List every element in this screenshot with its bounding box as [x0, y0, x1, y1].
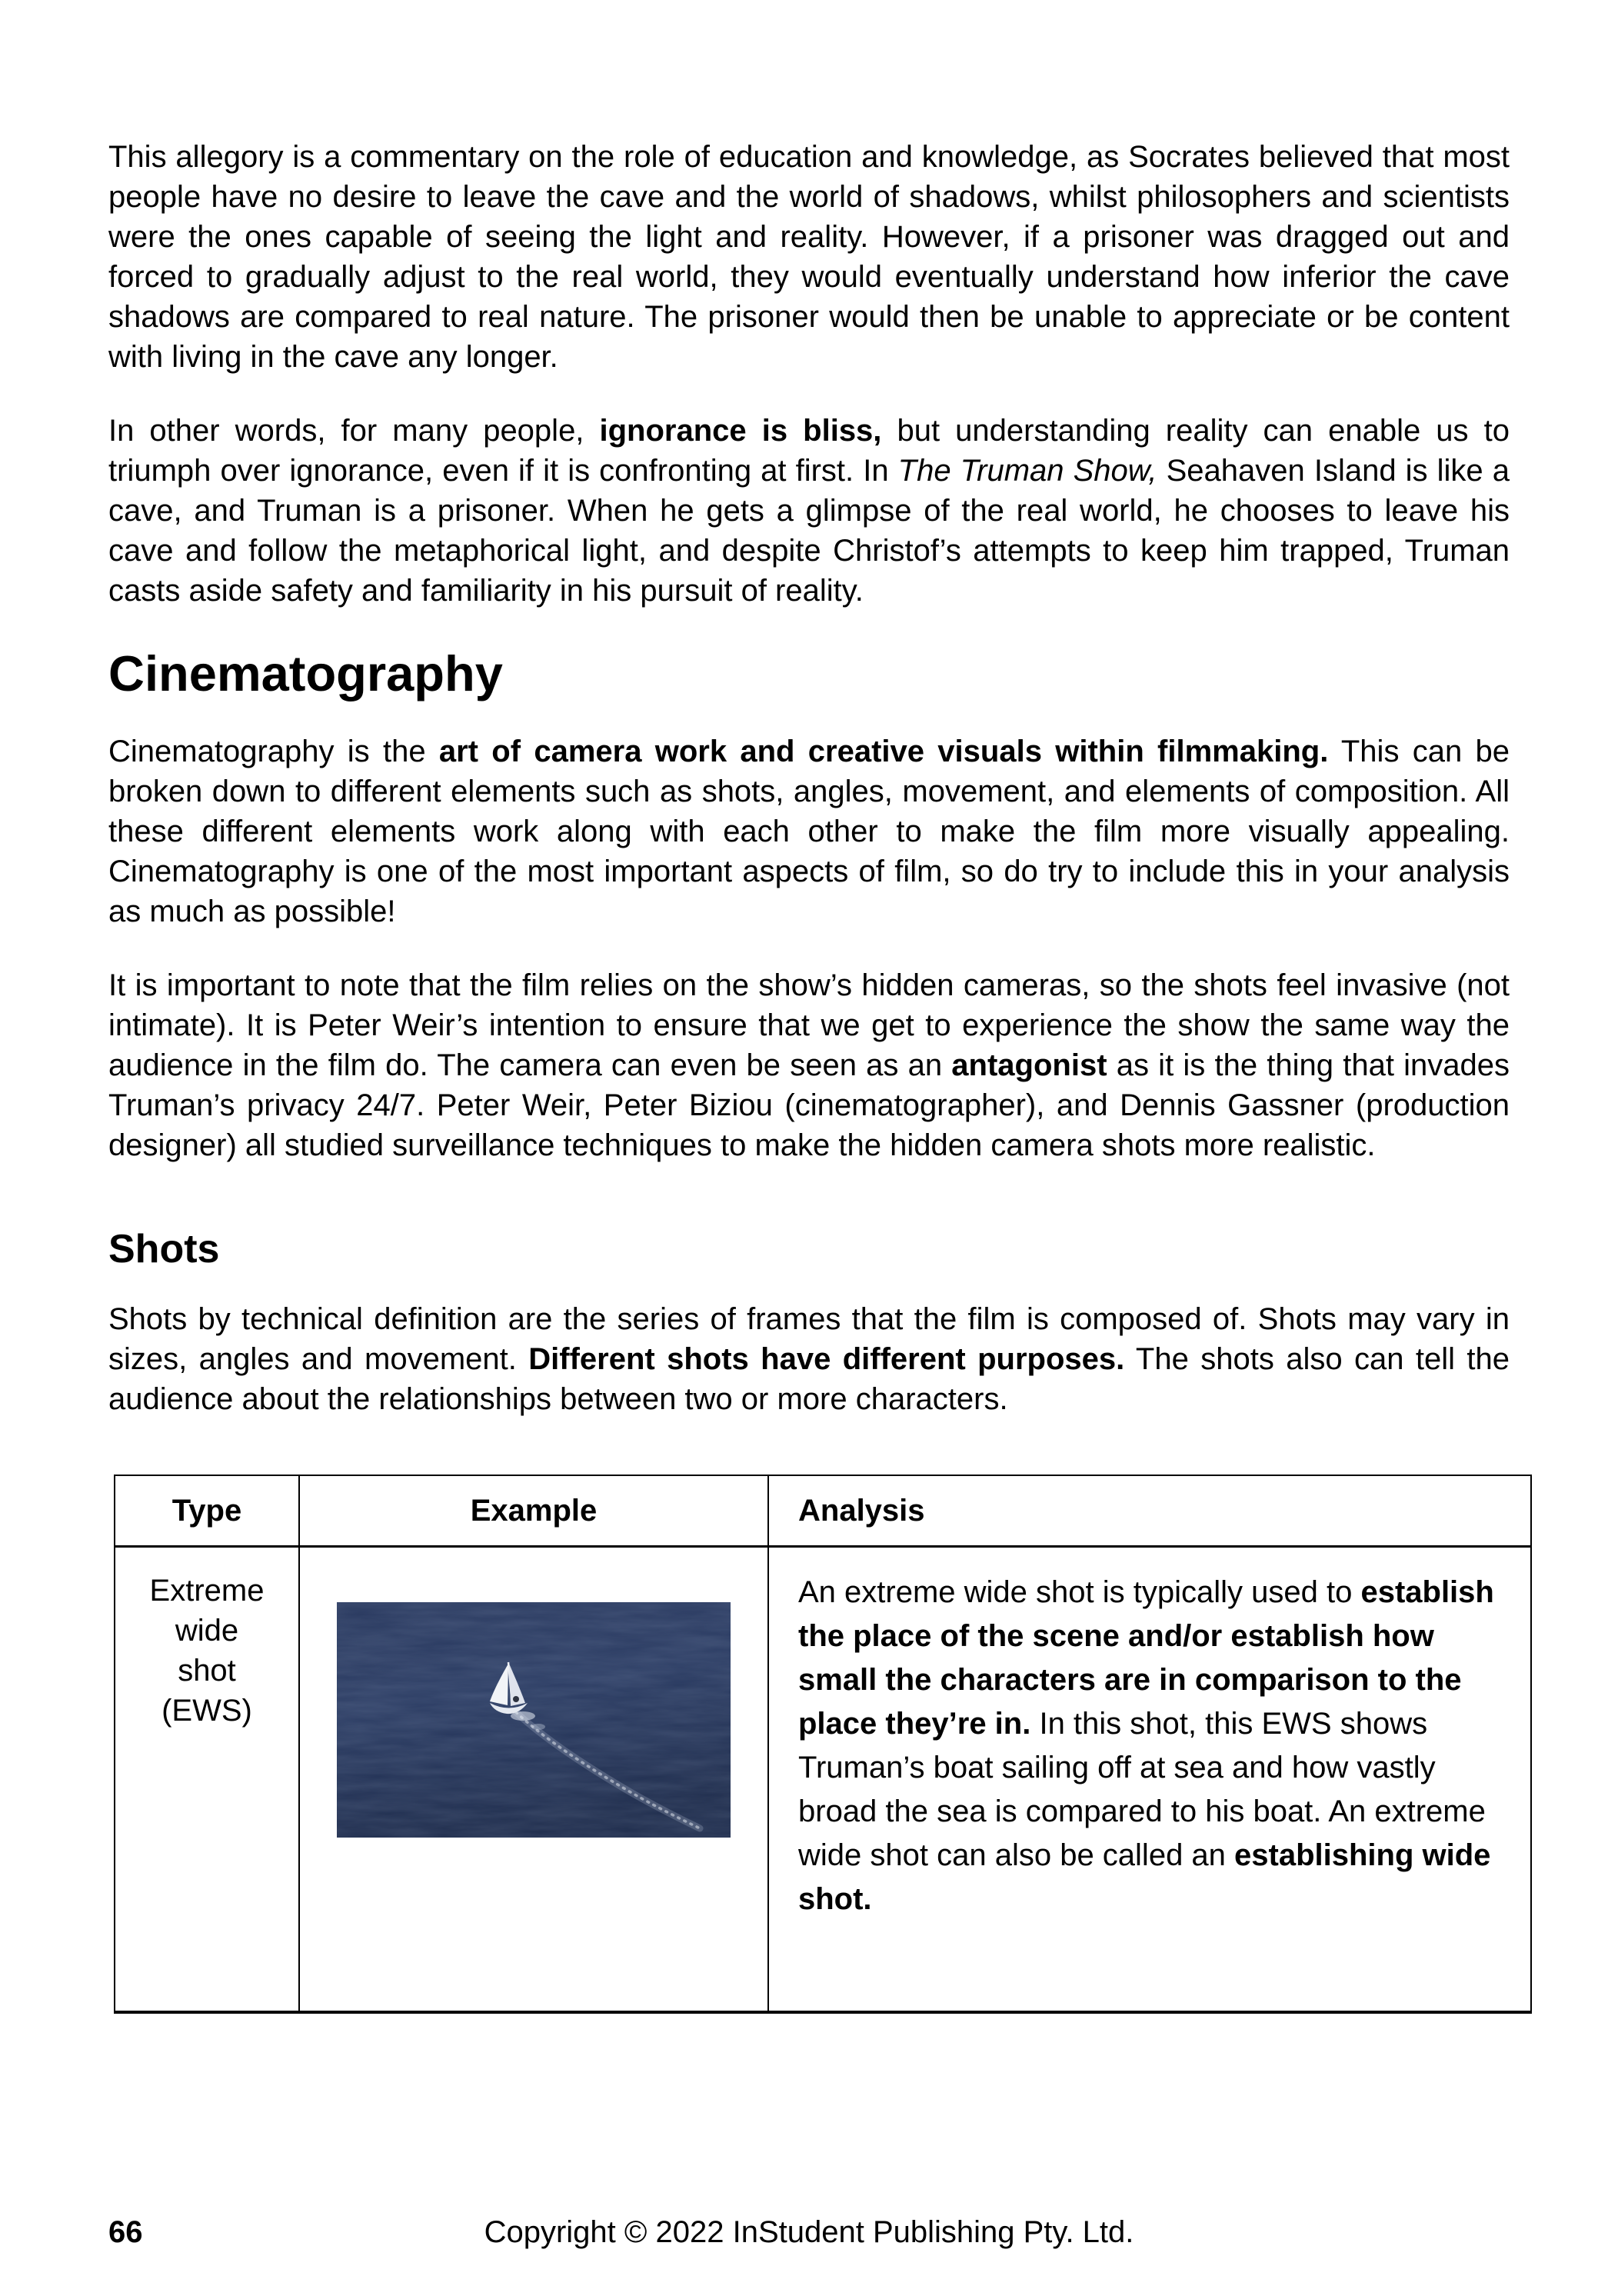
shots-table	[114, 1475, 1532, 2014]
subsection-heading-shots: Shots	[108, 1227, 220, 1271]
paragraph-hidden-cameras: It is important to note that the film relies on the show’s hidden cameras, so the shots feel invasive (not intimate). It is Peter Weir’s intention to ensure that we get to experience the show the same way the audience in the film do. The camera can even be seen as an antagonist as it is the thing that invades Truman’s privacy 24/7. Peter Weir, Peter Biziou (cinematographer), and Dennis Gassner (production designer) all studied surveillance techniques to make the hidden camera shots more realistic.	[108, 968, 1510, 1162]
sailboat-on-open-sea-image	[337, 1602, 731, 1838]
sea-surface	[337, 1602, 731, 1838]
cell-shot-example	[299, 1547, 768, 2013]
copyright-text: Copyright © 2022 InStudent Publishing Pty. Ltd.	[484, 2215, 1134, 2249]
cell-shot-analysis: An extreme wide shot is typically used to establish the place of the scene and/or establish how small the characters are in comparison to the place they’re in. In this shot, this EWS shows Truman’s boat sailing off at sea and how vastly broad the sea is compared to his boat. An extreme wide shot can also be called an establishing wide shot.	[768, 1547, 1531, 2013]
column-header-type: Type	[115, 1475, 299, 1547]
page-content	[108, 137, 1510, 2014]
paragraph-allegory-commentary: This allegory is a commentary on the role of education and knowledge, as Socrates believed that most people have no desire to leave the cave and the world of shadows, whilst philosophers and scientists were the ones capable of seeing the light and reality. However, if a prisoner was dragged out and forced to gradually adjust to the real world, they would eventually understand how inferior the cave shadows are compared to real nature. The prisoner would then be unable to appreciate or be content with living in the cave any longer.	[108, 140, 1510, 374]
shots-table-header	[115, 1475, 1531, 1547]
paragraph-shots-definition: Shots by technical definition are the series of frames that the film is composed of. Shots may vary in sizes, angles and movement. Different shots have different purposes. The shots also can tell the audience about the relationships between two or more characters.	[108, 1302, 1510, 1416]
page-footer	[108, 2214, 1510, 2260]
table-row-extreme-wide-shot	[115, 1547, 1531, 2013]
cell-shot-type: Extreme wide shot (EWS)	[115, 1547, 299, 2013]
column-header-analysis: Analysis	[768, 1475, 1531, 1547]
section-heading-cinematography: Cinematography	[108, 645, 503, 701]
paragraph-ignorance-is-bliss: In other words, for many people, ignorance is bliss, but understanding reality can enable us to triumph over ignorance, even if it is confronting at first. In The Truman Show, Seahaven Island is like a cave, and Truman is a prisoner. When he gets a glimpse of the real world, he chooses to leave his cave and follow the metaphorical light, and despite Christof’s attempts to keep him trapped, Truman casts aside safety and familiarity in his pursuit of reality.	[108, 414, 1510, 608]
paragraph-cinematography-definition: Cinematography is the art of camera work and creative visuals within filmmaking. This can be broken down to different elements such as shots, angles, movement, and elements of composition. All these different elements work along with each other to make the film more visually appealing. Cinematography is one of the most important aspects of film, so do try to include this in your analysis as much as possible!	[108, 735, 1510, 928]
column-header-example: Example	[299, 1475, 768, 1547]
page-number: 66	[108, 2215, 143, 2249]
